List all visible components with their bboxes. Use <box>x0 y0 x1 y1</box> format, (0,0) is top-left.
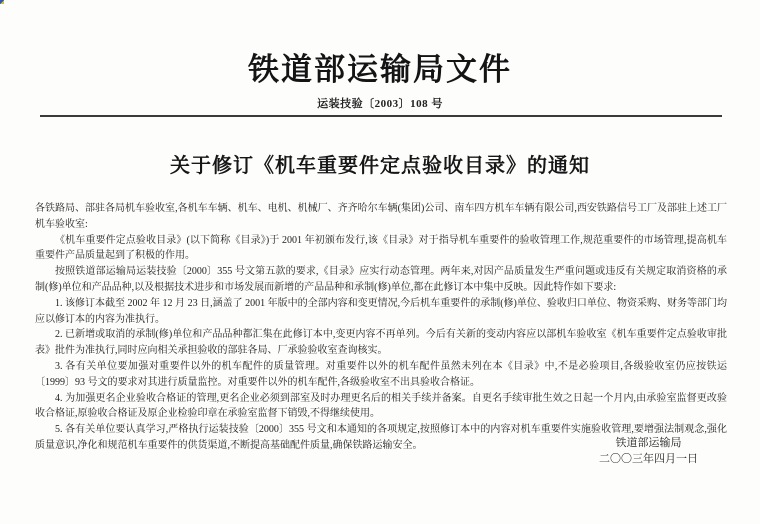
body-paragraph: 《机车重要件定点验收目录》(以下简称《目录》)于 2001 年初颁布发行,该《目录》对于指导机车重要件的验收管理工作,规范重要件的市场管理,提高机车重要件产品质量起到了积极的作用。 <box>35 234 727 262</box>
body-paragraph: 4. 为加强更名企业验收合格证的管理,更名企业必须到部室及时办理更名后的相关手续并备案。自更名手续审批生效之日起一个月内,由承验室监督更改验收合格证,原验收合格证及原企业检验印章在承验室监督下销毁,不得继续使用。 <box>35 392 727 420</box>
doc-number: 运装技验〔2003〕108 号 <box>317 98 443 110</box>
scan-artifact <box>0 0 4 4</box>
signature-block <box>599 435 698 467</box>
subject-title: 关于修订《机车重要件定点验收目录》的通知 <box>170 155 590 177</box>
signature-org: 铁道部运输局 <box>615 437 682 449</box>
body-paragraph: 3. 各有关单位要加强对重要件以外的机车配件的质量管理。对重要件以外的机车配件虽然未列在本《目录》中,不是必验项目,各级验收室仍应按铁运〔1999〕93 号文的要求对其进行质量监控。对重要件以外的机车配件,各级验收室不出具验收合格证。 <box>35 360 727 388</box>
document-body <box>35 201 727 454</box>
body-paragraph: 1. 该修订本截至 2002 年 12 月 23 日,涵盖了 2001 年版中的全部内容和变更情况,今后机车重要件的承制(修)单位、验收归口单位、物资采购、财务等部门均应以修订本的内容为准执行。 <box>35 297 727 325</box>
signature-date: 二〇〇三年四月一日 <box>599 453 698 465</box>
body-paragraph: 2. 已新增或取消的承制(修)单位和产品品种都汇集在此修订本中,变更内容不再单列。今后有关新的变动内容应以部机车验收室《机车重要件定点验收审批表》批件为准执行,同时应向相关承担验收的部驻各局、厂承验验收室查询核实。 <box>35 329 727 357</box>
body-paragraph: 5. 各有关单位要认真学习,严格执行运装技验〔2000〕355 号文和本通知的各项规定,按照修订本中的内容对机车重要件实施验收管理,要增强法制观念,强化质量意识,净化和规范机车重要件的供货渠道,不断提高基础配件质量,确保铁路运输安全。 <box>35 424 727 451</box>
header-rule <box>40 115 722 117</box>
salutation: 各铁路局、部驻各局机车验收室,各机车车辆、机车、电机、机械厂、齐齐哈尔车辆(集团)公司、南车四方机车车辆有限公司,西安铁路信号工厂及部驻上述工厂机车验收室: <box>35 203 727 230</box>
body-paragraph: 按照铁道部运输局运装技验〔2000〕355 号文第五款的要求,《目录》应实行动态管理。两年来,对因产品质量发生严重问题或违反有关规定取消资格的承制(修)单位和产品品种,以及根据技术进步和市场发展而新增的产品品种和承制(修)单位,都在此修订本中集中反映。因此特作如下要求: <box>35 266 727 293</box>
org-title: 铁道部运输局文件 <box>248 52 512 87</box>
